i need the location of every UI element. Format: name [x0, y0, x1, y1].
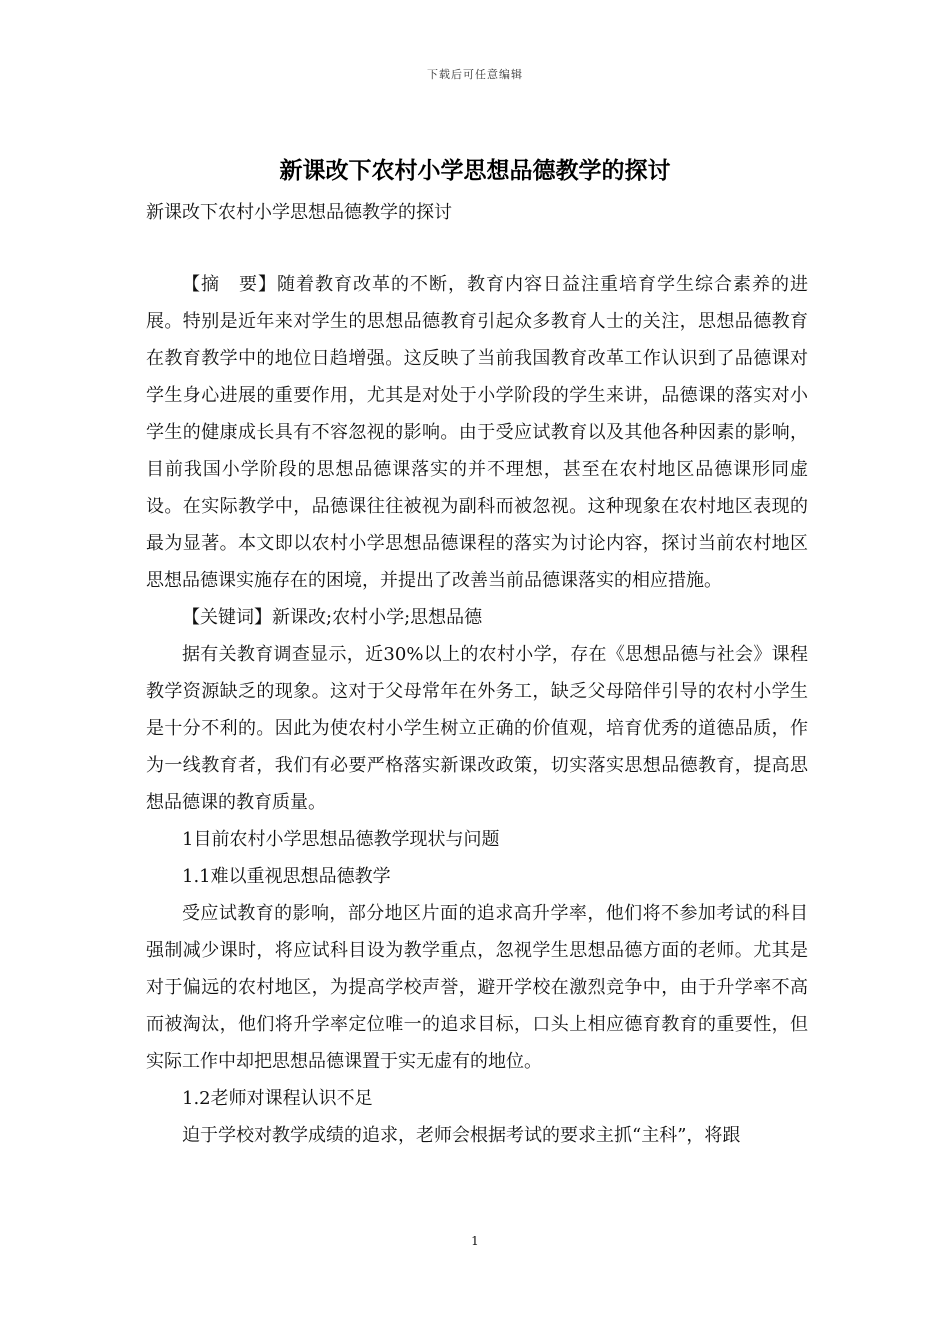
body-paragraph: 据有关教育调查显示，近30%以上的农村小学，存在《思想品德与社会》课程教学资源缺乏的现象。这对于父母常年在外务工，缺乏父母陪伴引导的农村小学生是十分不利的。因此为使农村小学生树立正确的价值观，培育优秀的道德品质，作为一线教育者，我们有必要严格落实新课改政策，切实落实思想品德教育，提高思想品德课的教育质量。: [146, 644, 808, 813]
subsection-heading: 1.1难以重视思想品德教学: [182, 866, 391, 887]
body-paragraph: 受应试教育的影响，部分地区片面的追求高升学率，他们将不参加考试的科目强制减少课时，将应试科目设为教学重点，忽视学生思想品德方面的老师。尤其是对于偏远的农村地区，为提高学校声誉，避开学校在激烈竞争中，由于升学率不高而被淘汰，他们将升学率定位唯一的追求目标，口头上相应德育教育的重要性，但实际工作中却把思想品德课置于实无虚有的地位。: [146, 903, 808, 1072]
keywords-paragraph: 【关键词】新课改;农村小学;思想品德: [182, 607, 483, 628]
document-body: [146, 266, 808, 1154]
document-title: 新课改下农村小学思想品德教学的探讨: [279, 158, 671, 184]
document-subtitle: 新课改下农村小学思想品德教学的探讨: [146, 202, 452, 223]
section-heading: 1目前农村小学思想品德教学现状与问题: [182, 829, 500, 850]
body-paragraph: 迫于学校对教学成绩的追求，老师会根据考试的要求主抓“主科”，将跟: [182, 1125, 741, 1146]
page-number: 1: [471, 1234, 479, 1248]
abstract-paragraph: 【摘 要】随着教育改革的不断，教育内容日益注重培育学生综合素养的进展。特别是近年来对学生的思想品德教育引起众多教育人士的关注，思想品德教育在教育教学中的地位日趋增强。这反映了当前我国教育改革工作认识到了品德课对学生身心进展的重要作用，尤其是对处于小学阶段的学生来讲，品德课的落实对小学生的健康成长具有不容忽视的影响。由于受应试教育以及其他各种因素的影响，目前我国小学阶段的思想品德课落实的并不理想，甚至在农村地区品德课形同虚设。在实际教学中，品德课往往被视为副科而被忽视。这种现象在农村地区表现的最为显著。本文即以农村小学思想品德课程的落实为讨论内容，探讨当前农村地区思想品德课实施存在的困境，并提出了改善当前品德课落实的相应措施。: [146, 274, 808, 591]
page-header-note: 下载后可任意编辑: [427, 68, 523, 81]
subsection-heading: 1.2老师对课程认识不足: [182, 1088, 373, 1109]
